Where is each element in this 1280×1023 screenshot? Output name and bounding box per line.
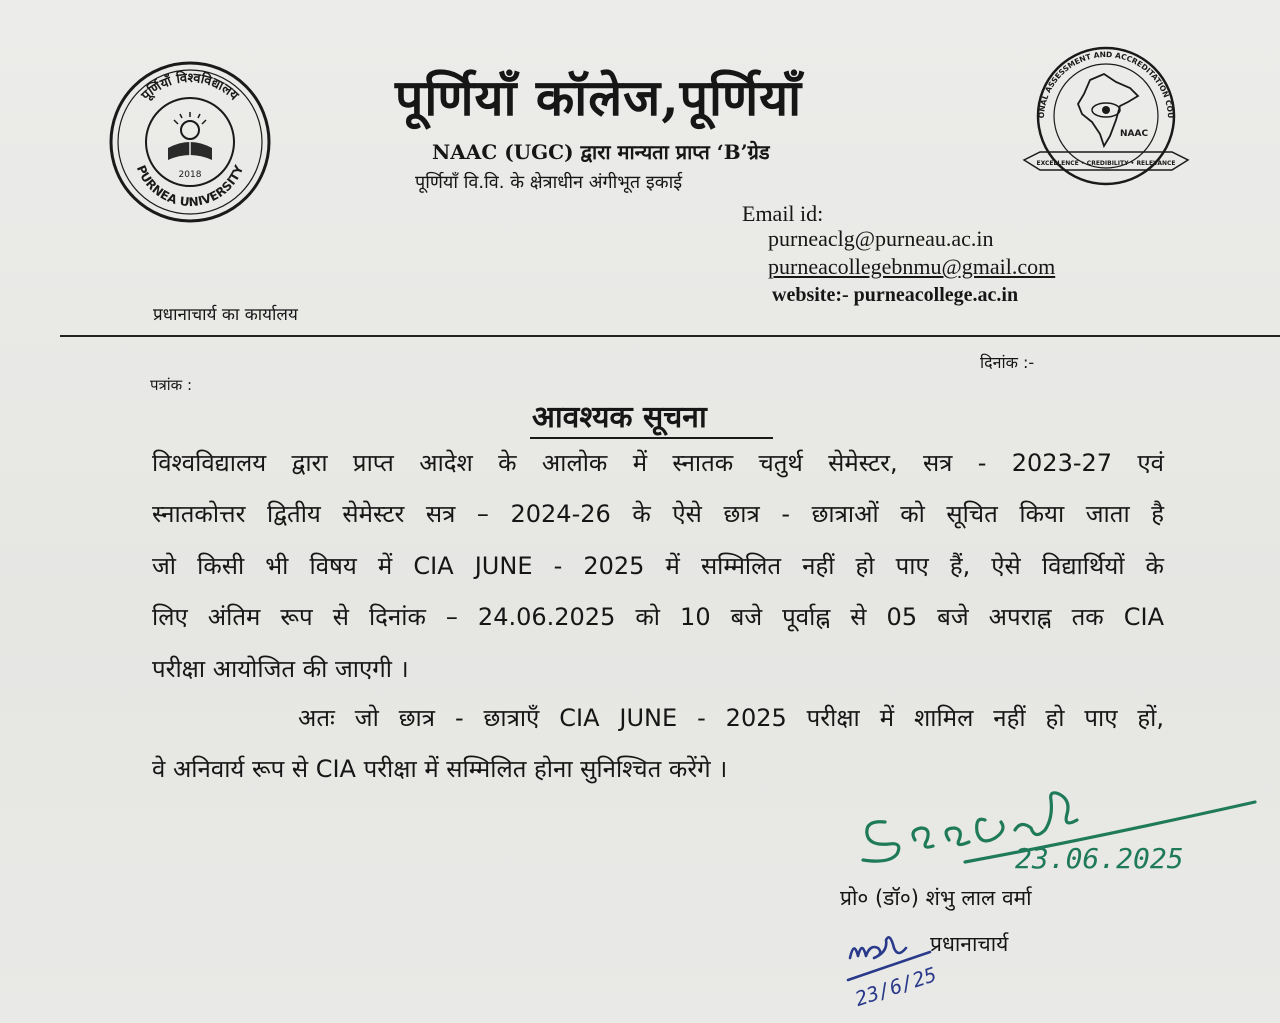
naac-arc-text: NATIONAL ASSESSMENT AND ACCREDITATION COUNCIL <box>1016 37 1176 119</box>
notice-line-2: स्नातकोत्तर द्वितीय सेमेस्टर सत्र – 2024-26 के ऐसे छात्र - छात्राओं को सूचित किया जाता है <box>152 500 1164 528</box>
seal-bottom-text: PURNEA UNIVERSITY <box>133 163 247 210</box>
seal-year: 2018 <box>178 170 202 180</box>
seal-top-text: पूर्णियाँ विश्वविद्यालय <box>138 70 242 104</box>
naac-center-text: NAAC <box>1120 129 1149 139</box>
handwritten-signature <box>845 770 1265 880</box>
affiliation-line: पूर्णियाँ वि.वि. के क्षेत्राधीन अंगीभूत इकाई <box>415 172 683 193</box>
ref-label: पत्रांक : <box>150 376 193 394</box>
email-label: Email id: <box>742 201 824 226</box>
notice-title-underline <box>530 437 773 439</box>
notice-line-3: जो किसी भी विषय में CIA JUNE - 2025 में सम्मिलित नहीं हो पाए हैं, ऐसे विद्यार्थियों के <box>152 552 1164 580</box>
notice-line-5: परीक्षा आयोजित की जाएगी । <box>152 655 409 683</box>
header-divider <box>60 335 1280 337</box>
handwritten-initials <box>842 918 940 1012</box>
signature-date: 23.06.2025 <box>1015 842 1184 875</box>
signatory-name: प्रो० (डॉ०) शंभु लाल वर्मा <box>840 886 1032 910</box>
website-line: website:- purneacollege.ac.in <box>772 284 1019 306</box>
svg-text:पूर्णियाँ विश्वविद्यालय <box>138 70 241 105</box>
email-secondary: purneacollegebnmu@gmail.com <box>768 254 1056 279</box>
notice-title: आवश्यक सूचना <box>532 400 707 435</box>
naac-ribbon-text: EXCELLENCE • CREDIBILITY • RELEVANCE <box>1036 160 1176 167</box>
notice-line-6: अतः जो छात्र - छात्राएँ CIA JUNE - 2025 परीक्षा में शामिल नहीं हो पाए हों, <box>298 704 1164 732</box>
signatory-role: प्रधानाचार्य <box>930 932 1009 956</box>
purnea-university-seal-icon <box>108 60 272 224</box>
office-label: प्रधानाचार्य का कार्यालय <box>153 305 298 325</box>
initials-date: 23/6/25 <box>851 962 940 1012</box>
notice-line-7: वे अनिवार्य रूप से CIA परीक्षा में सम्मिलित होना सुनिश्चित करेंगे । <box>152 755 728 783</box>
naac-seal-icon <box>1016 37 1195 184</box>
college-name: पूर्णियाँ कॉलेज,पूर्णियाँ <box>395 68 803 127</box>
email-primary: purneaclg@purneau.ac.in <box>768 226 994 251</box>
notice-line-1: विश्वविद्यालय द्वारा प्राप्त आदेश के आलोक में स्नातक चतुर्थ सेमेस्टर, सत्र - 2023-27 एवं <box>152 449 1164 477</box>
date-label: दिनांक :- <box>980 353 1035 372</box>
notice-line-4: लिए अंतिम रूप से दिनांक – 24.06.2025 को 10 बजे पूर्वाह्न से 05 बजे अपराह्न तक CIA <box>152 603 1164 631</box>
recognition-line: NAAC (UGC) द्वारा मान्यता प्राप्त ‘B’ग्रेड <box>432 140 770 164</box>
